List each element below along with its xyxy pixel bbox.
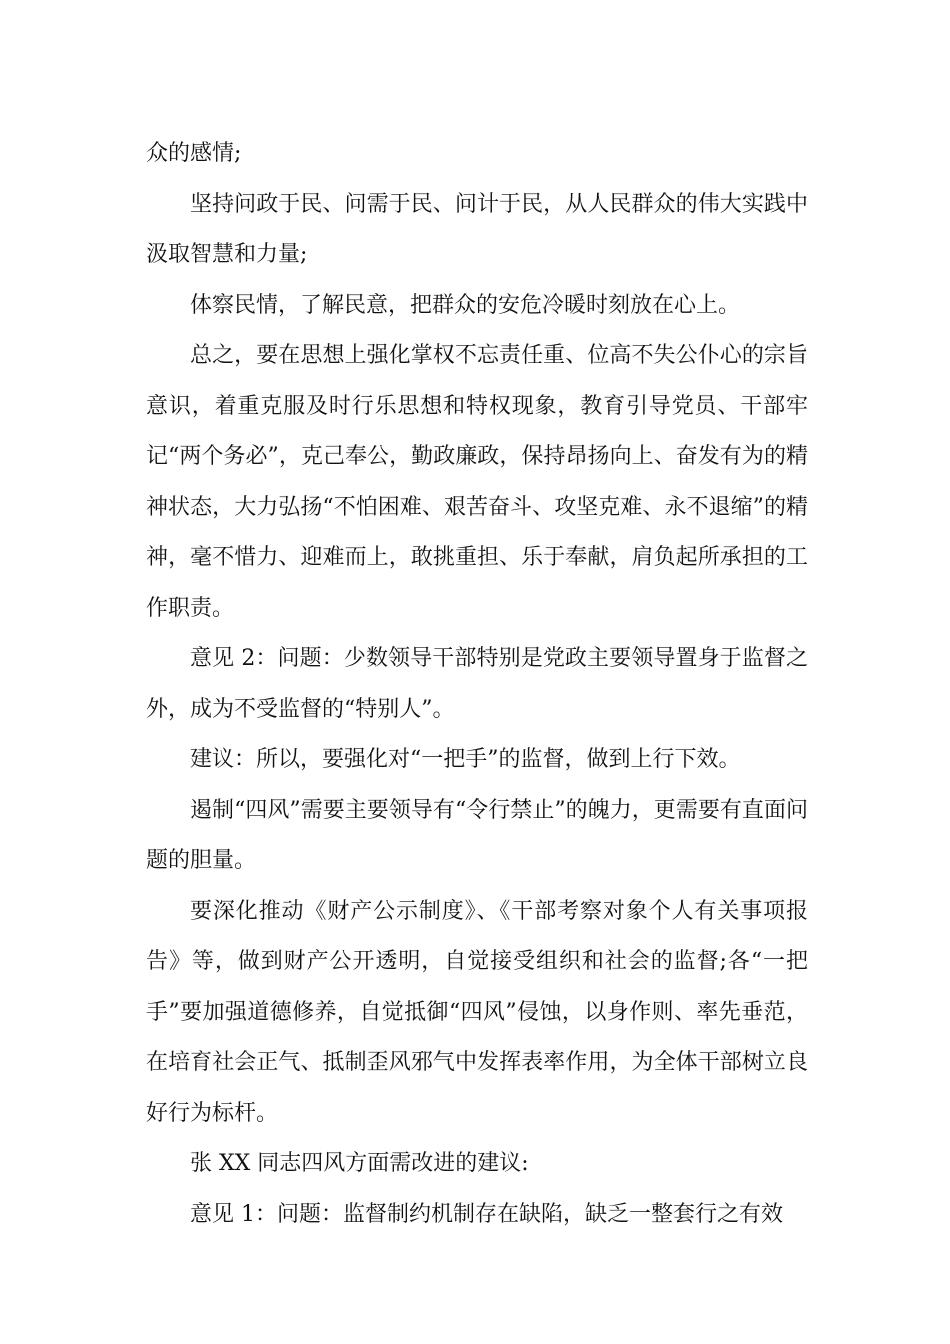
document-body — [146, 129, 808, 1240]
paragraph-5: 意见 2：问题：少数领导干部特别是党政主要领导置身于监督之外，成为不受监督的“特别人”。 — [146, 646, 808, 722]
paragraph-8: 要深化推动《财产公示制度》、《干部考察对象个人有关事项报告》等，做到财产公开透明，自觉接受组织和社会的监督;各“一把手”要加强道德修养，自觉抵御“四风”侵蚀，以身作则、率先垂范，在培育社会正气、抵制歪风邪气中发挥表率作用，为全体干部树立良好行为标杆。 — [146, 898, 808, 1126]
paragraph-7: 遏制“四风”需要主要领导有“令行禁止”的魄力，更需要有直面问题的胆量。 — [146, 797, 808, 873]
paragraph-4: 总之，要在思想上强化掌权不忘责任重、位高不失公仆心的宗旨意识，着重克服及时行乐思想和特权现象，教育引导党员、干部牢记“两个务必”，克己奉公，勤政廉政，保持昂扬向上、奋发有为的精神状态，大力弘扬“不怕困难、艰苦奋斗、攻坚克难、永不退缩”的精神，毫不惜力、迎难而上，敢挑重担、乐于奉献，肩负起所承担的工作职责。 — [146, 343, 808, 621]
paragraph-6: 建议：所以，要强化对“一把手”的监督，做到上行下效。 — [190, 747, 741, 772]
paragraph-3: 体察民情，了解民意，把群众的安危冷暖时刻放在心上。 — [190, 292, 741, 318]
paragraph-10: 意见 1：问题：监督制约机制存在缺陷，缺乏一整套行之有效 — [190, 1201, 783, 1227]
paragraph-2: 坚持问政于民、问需于民、问计于民，从人民群众的伟大实践中汲取智慧和力量; — [146, 191, 808, 267]
paragraph-9: 张 XX 同志四风方面需改进的建议: — [190, 1151, 529, 1176]
paragraph-1: 众的感情; — [146, 141, 242, 166]
